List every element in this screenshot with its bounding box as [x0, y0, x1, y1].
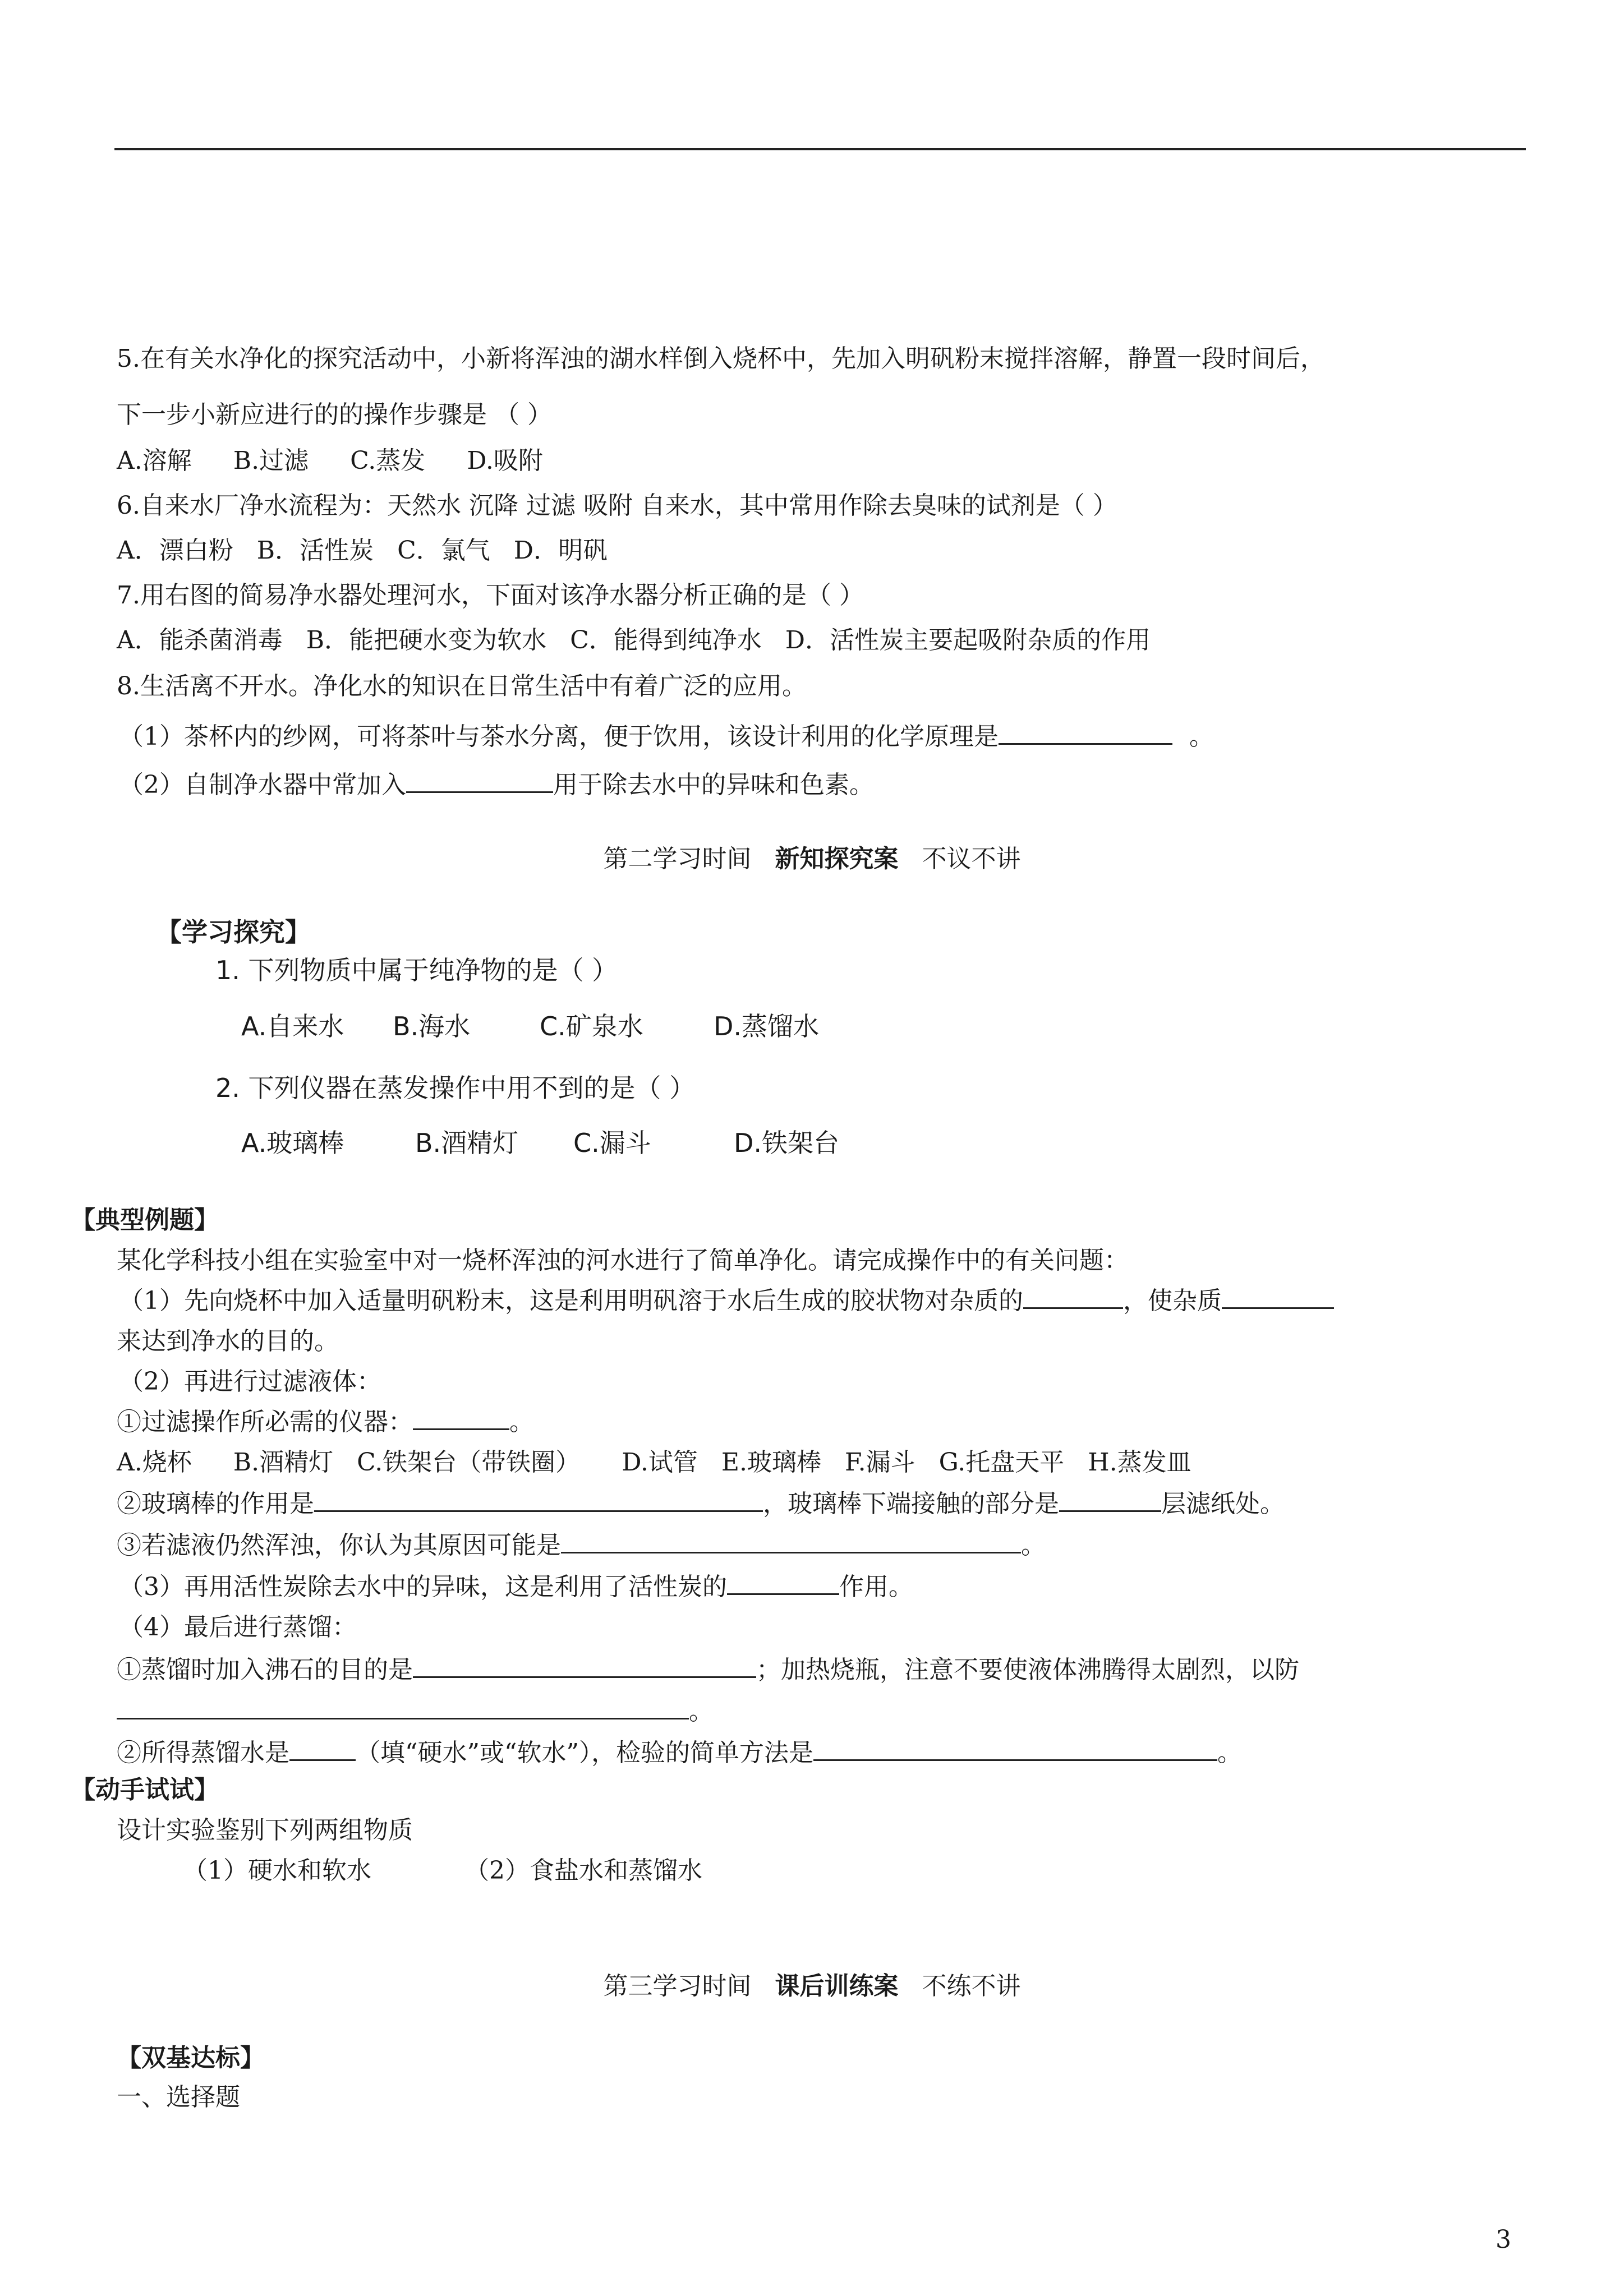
- q7-options: [117, 624, 1151, 657]
- explore-q2-option-c: C.漏斗: [573, 1128, 651, 1158]
- hands-on-item-2: （2）食盐水和蒸馏水: [464, 1856, 702, 1885]
- example-step4: （4）最后进行蒸馏：: [119, 1613, 357, 1642]
- instrument-c: C.铁架台（带铁圈）: [357, 1448, 581, 1477]
- example-step1-text: （1）先向烧杯中加入适量明矾粉末，这是利用明矾溶于水后生成的胶状物对杂质的: [119, 1287, 1023, 1315]
- example-step2b-blank2[interactable]: [1059, 1488, 1161, 1512]
- example-intro: 某化学科技小组在实验室中对一烧杯浑浊的河水进行了简单净化。请完成操作中的有关问题：: [117, 1246, 1129, 1275]
- example-step4b-blank2[interactable]: [813, 1737, 1217, 1761]
- example-step2a-end: 。: [509, 1408, 534, 1436]
- q8-part1: [119, 720, 1214, 754]
- q5-options: [117, 444, 543, 478]
- q7-option-c: C．能得到纯净水: [570, 626, 762, 654]
- example-step2b-text: ②玻璃棒的作用是: [117, 1490, 314, 1518]
- q8-part2-text: （2）自制净水器中常加入: [119, 771, 406, 799]
- hands-on-item-1: （1）硬水和软水: [183, 1856, 371, 1885]
- example-step1-mid: ，使杂质: [1123, 1287, 1222, 1315]
- example-step2a: [117, 1405, 534, 1439]
- instrument-d: D.试管: [622, 1448, 698, 1477]
- q5-option-b: B.过滤: [233, 446, 309, 475]
- example-step3-text: （3）再用活性炭除去水中的异味，这是利用了活性炭的: [119, 1573, 727, 1601]
- example-step1: [119, 1284, 1334, 1318]
- example-step1-blank2[interactable]: [1222, 1285, 1334, 1309]
- q8-part1-blank[interactable]: [999, 721, 1172, 745]
- section3-title: 课后训练案: [775, 1972, 899, 2000]
- explore-q2-option-a: A.玻璃棒: [241, 1128, 344, 1158]
- section2-prefix: 第二学习时间: [603, 845, 752, 873]
- example-heading: 【典型例题】: [71, 1206, 219, 1234]
- example-step1-blank1[interactable]: [1023, 1285, 1123, 1309]
- explore-q1-option-b: B.海水: [393, 1011, 471, 1041]
- q6-option-b: B．活性炭: [256, 536, 374, 565]
- section3-suffix: 不练不讲: [922, 1972, 1021, 2000]
- q7-option-b: B．能把硬水变为软水: [306, 626, 547, 654]
- example-step2b-end: 层滤纸处。: [1161, 1490, 1285, 1518]
- example-step4a-end: 。: [689, 1697, 714, 1726]
- example-step2b: [117, 1487, 1285, 1521]
- instrument-a: A.烧杯: [117, 1448, 192, 1477]
- example-step2b-blank1[interactable]: [314, 1488, 763, 1512]
- example-step1-cont: 来达到净水的目的。: [117, 1327, 339, 1356]
- example-step4a-blank1[interactable]: [413, 1654, 756, 1678]
- example-instruments: [117, 1446, 1191, 1479]
- section3-prefix: 第三学习时间: [603, 1972, 752, 2000]
- explore-q2-stem: 2. 下列仪器在蒸发操作中用不到的是（ ）: [215, 1073, 696, 1103]
- explore-heading: 【学习探究】: [156, 917, 311, 947]
- example-step4b: [117, 1736, 1242, 1770]
- example-step4a-text: ①蒸馏时加入沸石的目的是: [117, 1656, 413, 1684]
- instrument-f: F.漏斗: [845, 1448, 915, 1477]
- explore-q1-option-a: A.自来水: [241, 1011, 344, 1041]
- instrument-b: B.酒精灯: [233, 1448, 334, 1477]
- instrument-g: G.托盘天平: [938, 1448, 1065, 1477]
- q7-option-a: A．能杀菌消毒: [117, 626, 283, 654]
- explore-q1-options: [241, 1009, 819, 1043]
- example-step2c-blank[interactable]: [561, 1529, 1021, 1553]
- example-step2c: [117, 1529, 1046, 1562]
- q6-stem: 6.自来水厂净水流程为：天然水 沉降 过滤 吸附 自来水，其中常用作除去臭味的试剂是（ ）: [117, 491, 1117, 520]
- section3-header: [0, 1970, 1624, 2003]
- q8-part2: [119, 768, 874, 802]
- example-step4a-cont: [117, 1695, 714, 1728]
- instrument-e: E.玻璃棒: [721, 1448, 821, 1477]
- example-step3: [119, 1570, 913, 1604]
- example-step4b-blank1[interactable]: [289, 1737, 356, 1761]
- example-step3-blank[interactable]: [727, 1571, 839, 1595]
- instrument-h: H.蒸发皿: [1088, 1448, 1191, 1477]
- q5-stem-line1: 5.在有关水净化的探究活动中，小新将浑浊的湖水样倒入烧杯中，先加入明矾粉末搅拌溶解，静置一段时间后，: [117, 344, 1325, 373]
- q8-part2-end: 用于除去水中的异味和色素。: [553, 771, 874, 799]
- example-step4a: [117, 1653, 1299, 1687]
- q8-stem: 8.生活离不开水。净化水的知识在日常生活中有着广泛的应用。: [117, 672, 807, 700]
- explore-q1-option-c: C.矿泉水: [540, 1011, 643, 1041]
- q6-option-d: D．明矾: [513, 536, 608, 565]
- example-step2c-text: ③若滤液仍然浑浊，你认为其原因可能是: [117, 1531, 561, 1560]
- example-step2a-text: ①过滤操作所必需的仪器：: [117, 1408, 413, 1436]
- q7-option-d: D．活性炭主要起吸附杂质的作用: [785, 626, 1151, 654]
- section2-title: 新知探究案: [775, 845, 899, 873]
- q5-option-d: D.吸附: [467, 446, 543, 475]
- hands-on-intro: 设计实验鉴别下列两组物质: [117, 1816, 413, 1845]
- example-step4a-blank2[interactable]: [117, 1695, 689, 1719]
- explore-q2-option-d: D.铁架台: [734, 1128, 840, 1158]
- example-step3-end: 作用。: [839, 1573, 913, 1601]
- example-step2: （2）再进行过滤液体：: [119, 1367, 381, 1396]
- example-step4a-mid: ；加热烧瓶，注意不要使液体沸腾得太剧烈，以防: [756, 1656, 1299, 1684]
- q6-option-a: A．漂白粉: [117, 536, 233, 565]
- q8-part1-end: 。: [1189, 722, 1214, 751]
- explore-q2-option-b: B.酒精灯: [415, 1128, 519, 1158]
- explore-q2-options: [241, 1126, 839, 1160]
- q8-part2-blank[interactable]: [406, 769, 553, 793]
- section2-suffix: 不议不讲: [922, 845, 1021, 873]
- example-step2b-mid: ，玻璃棒下端接触的部分是: [763, 1490, 1059, 1518]
- example-step4b-end: 。: [1217, 1739, 1242, 1767]
- example-step2c-end: 。: [1021, 1531, 1046, 1560]
- q5-option-a: A.溶解: [117, 446, 192, 475]
- basics-heading: 【双基达标】: [117, 2044, 265, 2072]
- q7-stem: 7.用右图的简易净水器处理河水，下面对该净水器分析正确的是（ ）: [117, 581, 864, 610]
- hands-on-items: [183, 1854, 702, 1888]
- basics-subheading: 一、选择题: [117, 2083, 240, 2111]
- example-step2a-blank[interactable]: [413, 1406, 509, 1430]
- example-step4b-mid: （填“硬水”或“软水”），检验的简单方法是: [356, 1739, 813, 1767]
- q6-option-c: C．氯气: [397, 536, 490, 565]
- header-rule: [114, 148, 1526, 150]
- explore-q1-option-d: D.蒸馏水: [714, 1011, 820, 1041]
- section2-header: [0, 842, 1624, 876]
- example-step4b-text: ②所得蒸馏水是: [117, 1739, 289, 1767]
- hands-on-heading: 【动手试试】: [71, 1776, 219, 1804]
- q5-stem-line2: 下一步小新应进行的的操作步骤是 （ ）: [117, 400, 552, 429]
- q5-option-c: C.蒸发: [350, 446, 426, 475]
- q6-options: [117, 534, 608, 568]
- explore-q1-stem: 1. 下列物质中属于纯净物的是（ ）: [215, 955, 618, 985]
- page-number: 3: [1496, 2225, 1511, 2254]
- q8-part1-text: （1）茶杯内的纱网，可将茶叶与茶水分离，便于饮用，该设计利用的化学原理是: [119, 722, 999, 751]
